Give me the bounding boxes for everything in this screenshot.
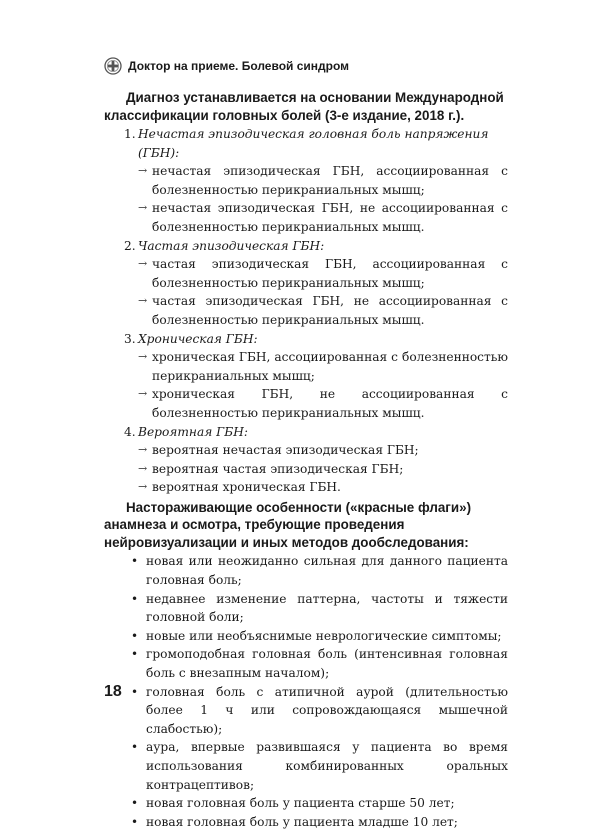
bullet-icon: • bbox=[131, 740, 139, 755]
running-head-text: Доктор на приеме. Болевой синдром bbox=[128, 59, 350, 73]
arrow-right-icon: → bbox=[138, 480, 148, 494]
bullet-icon: • bbox=[131, 684, 139, 699]
list-item: • недавнее изменение паттерна, частоты и тяжести головной боли; bbox=[131, 591, 508, 625]
running-head bbox=[104, 54, 349, 78]
classification-item-title: 3. Хроническая ГБН: bbox=[124, 331, 258, 346]
plus-circle-icon bbox=[104, 57, 122, 75]
list-item: • громоподобная головная боль (интенсивная головная боль с внезапным началом); bbox=[131, 647, 508, 680]
list-item: • новые или необъяснимые неврологические симптомы; bbox=[104, 627, 508, 646]
classification-subitem: → вероятная нечастая эпизодическая ГБН; bbox=[104, 441, 508, 460]
bullet-icon: • bbox=[131, 554, 139, 569]
classification-subitem: → хроническая ГБН, ассоциированная с болезненностью перикраниальных мышц; bbox=[138, 350, 508, 383]
arrow-right-icon: → bbox=[138, 294, 148, 308]
classification-item-title: 2. Частая эпизодическая ГБН: bbox=[124, 238, 325, 253]
page-number: 18 bbox=[104, 683, 122, 700]
bullet-icon: • bbox=[131, 591, 139, 606]
list-item: • новая или неожиданно сильная для данного пациента головная боль; bbox=[131, 554, 508, 587]
red-flags-heading: Настораживающие особенности («красные флаги») анамнеза и осмотра, требующие проведения нейровизуализации и иных методов дообследования: bbox=[104, 499, 472, 550]
classification-subitem: → хроническая ГБН, не ассоциированная с болезненностью перикраниальных мышц. bbox=[138, 387, 508, 420]
main-content bbox=[104, 89, 508, 831]
bullet-icon: • bbox=[131, 647, 139, 662]
classification-item-title: 1. Нечастая эпизодическая головная боль напряжения (ГБН): bbox=[124, 127, 489, 160]
classification-subitem: → нечастая эпизодическая ГБН, не ассоциированная с болезненностью перикраниальных мышц. bbox=[138, 201, 508, 234]
classification-list bbox=[104, 125, 508, 497]
classification-subitem: → частая эпизодическая ГБН, не ассоциированная с болезненностью перикраниальных мышц. bbox=[138, 294, 508, 327]
arrow-right-icon: → bbox=[138, 350, 148, 364]
classification-subitem: → вероятная хроническая ГБН. bbox=[104, 478, 508, 497]
bullet-icon: • bbox=[131, 796, 139, 811]
arrow-right-icon: → bbox=[138, 461, 148, 475]
intro-paragraph: Диагноз устанавливается на основании Международной классификации головных болей (3-е издание, 2018 г.). bbox=[104, 90, 504, 123]
list-item: • новая головная боль у пациента младше 10 лет; bbox=[104, 813, 508, 831]
list-item: • новая головная боль у пациента старше 50 лет; bbox=[104, 794, 508, 813]
list-item: • головная боль с атипичной аурой (длительностью более 1 ч или сопровождающаяся мышечной слабостью); bbox=[131, 684, 508, 736]
bullet-icon: • bbox=[131, 628, 139, 643]
arrow-right-icon: → bbox=[138, 201, 148, 215]
classification-item-title: 4. Вероятная ГБН: bbox=[124, 424, 248, 439]
classification-subitem: → нечастая эпизодическая ГБН, ассоциированная с болезненностью перикраниальных мышц; bbox=[138, 164, 508, 197]
arrow-right-icon: → bbox=[138, 257, 148, 271]
arrow-right-icon: → bbox=[138, 443, 148, 457]
red-flags-list bbox=[104, 552, 508, 831]
classification-subitem: → вероятная частая эпизодическая ГБН; bbox=[104, 460, 508, 479]
classification-subitem: → частая эпизодическая ГБН, ассоциированная с болезненностью перикраниальных мышц; bbox=[138, 257, 508, 290]
arrow-right-icon: → bbox=[138, 164, 148, 178]
list-item: • аура, впервые развившаяся у пациента во время использования комбинированных оральных контрацептивов; bbox=[131, 740, 508, 792]
arrow-right-icon: → bbox=[138, 387, 148, 401]
bullet-icon: • bbox=[131, 814, 139, 829]
